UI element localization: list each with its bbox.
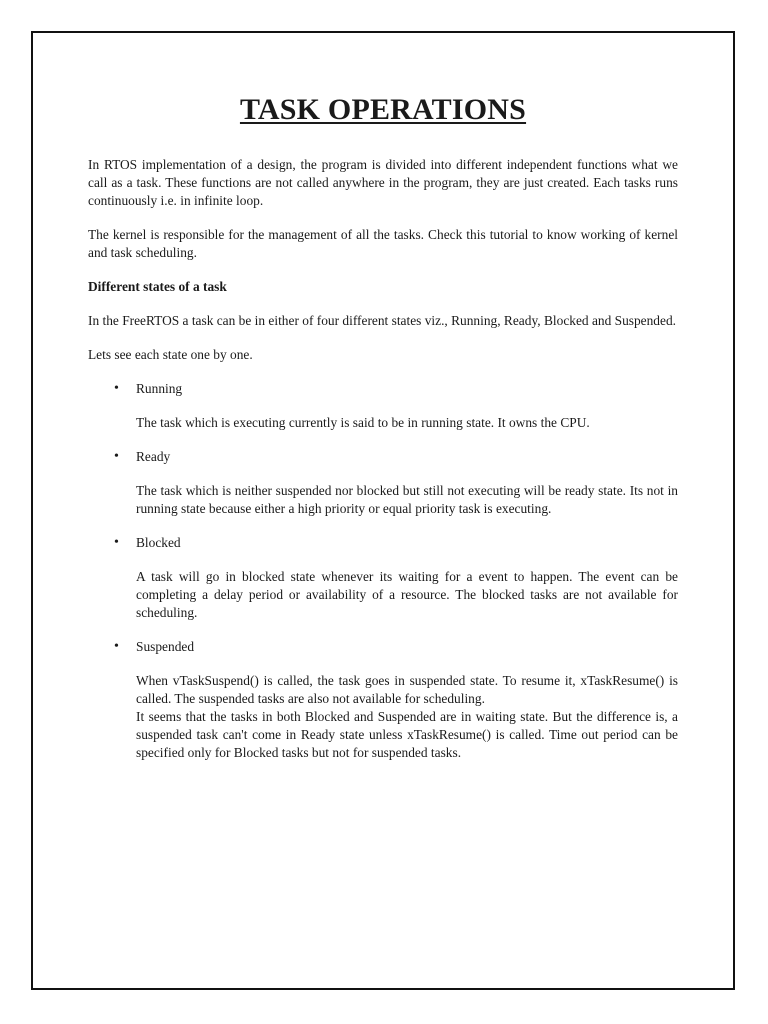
intro-paragraph-1: In RTOS implementation of a design, the program is divided into different independent functions what we call as a task. These functions are not called anywhere in the program, they are just created. Each tasks runs continuously i.e. in infinite loop. bbox=[88, 157, 678, 208]
state-name: Suspended bbox=[136, 639, 195, 654]
state-description: The task which is executing currently is said to be in running state. It owns the CPU. bbox=[136, 415, 590, 430]
state-item-running bbox=[88, 380, 678, 432]
bullet-icon: • bbox=[114, 535, 119, 550]
page-title: TASK OPERATIONS bbox=[239, 93, 527, 126]
state-item-suspended bbox=[88, 638, 678, 762]
state-item-ready bbox=[88, 448, 678, 518]
state-name-row bbox=[88, 380, 678, 398]
document-content bbox=[88, 90, 678, 778]
state-description: When vTaskSuspend() is called, the task goes in suspended state. To resume it, xTaskResume() is called. The suspended tasks are also not available for scheduling. bbox=[136, 673, 678, 706]
states-intro-paragraph: In the FreeRTOS a task can be in either of four different states viz., Running, Ready, Blocked and Suspended. bbox=[88, 313, 676, 328]
bullet-icon: • bbox=[114, 449, 119, 464]
state-name: Blocked bbox=[136, 535, 181, 550]
bullet-icon: • bbox=[114, 639, 119, 654]
state-name: Running bbox=[136, 381, 183, 396]
state-name-row bbox=[88, 534, 678, 552]
section-heading: Different states of a task bbox=[88, 279, 227, 294]
state-description-extra: It seems that the tasks in both Blocked and Suspended are in waiting state. But the difference is, a suspended task can't come in Ready state unless xTaskResume() is called. Time out period can be specified only for Blocked tasks but not for suspended tasks. bbox=[136, 709, 678, 760]
state-item-blocked bbox=[88, 534, 678, 622]
state-description: A task will go in blocked state whenever its waiting for a event to happen. The event can be completing a delay period or availability of a resource. The blocked tasks are not available for scheduling. bbox=[136, 569, 678, 620]
bullet-icon: • bbox=[114, 381, 119, 396]
state-name-row bbox=[88, 448, 678, 466]
lead-in-paragraph: Lets see each state one by one. bbox=[88, 347, 253, 362]
states-list bbox=[88, 380, 678, 762]
intro-paragraph-2: The kernel is responsible for the management of all the tasks. Check this tutorial to know working of kernel and task scheduling. bbox=[88, 227, 678, 260]
state-description: The task which is neither suspended nor blocked but still not executing will be ready state. Its not in running state because either a high priority or equal priority task is executing. bbox=[136, 483, 678, 516]
state-name: Ready bbox=[136, 449, 171, 464]
state-name-row bbox=[88, 638, 678, 656]
